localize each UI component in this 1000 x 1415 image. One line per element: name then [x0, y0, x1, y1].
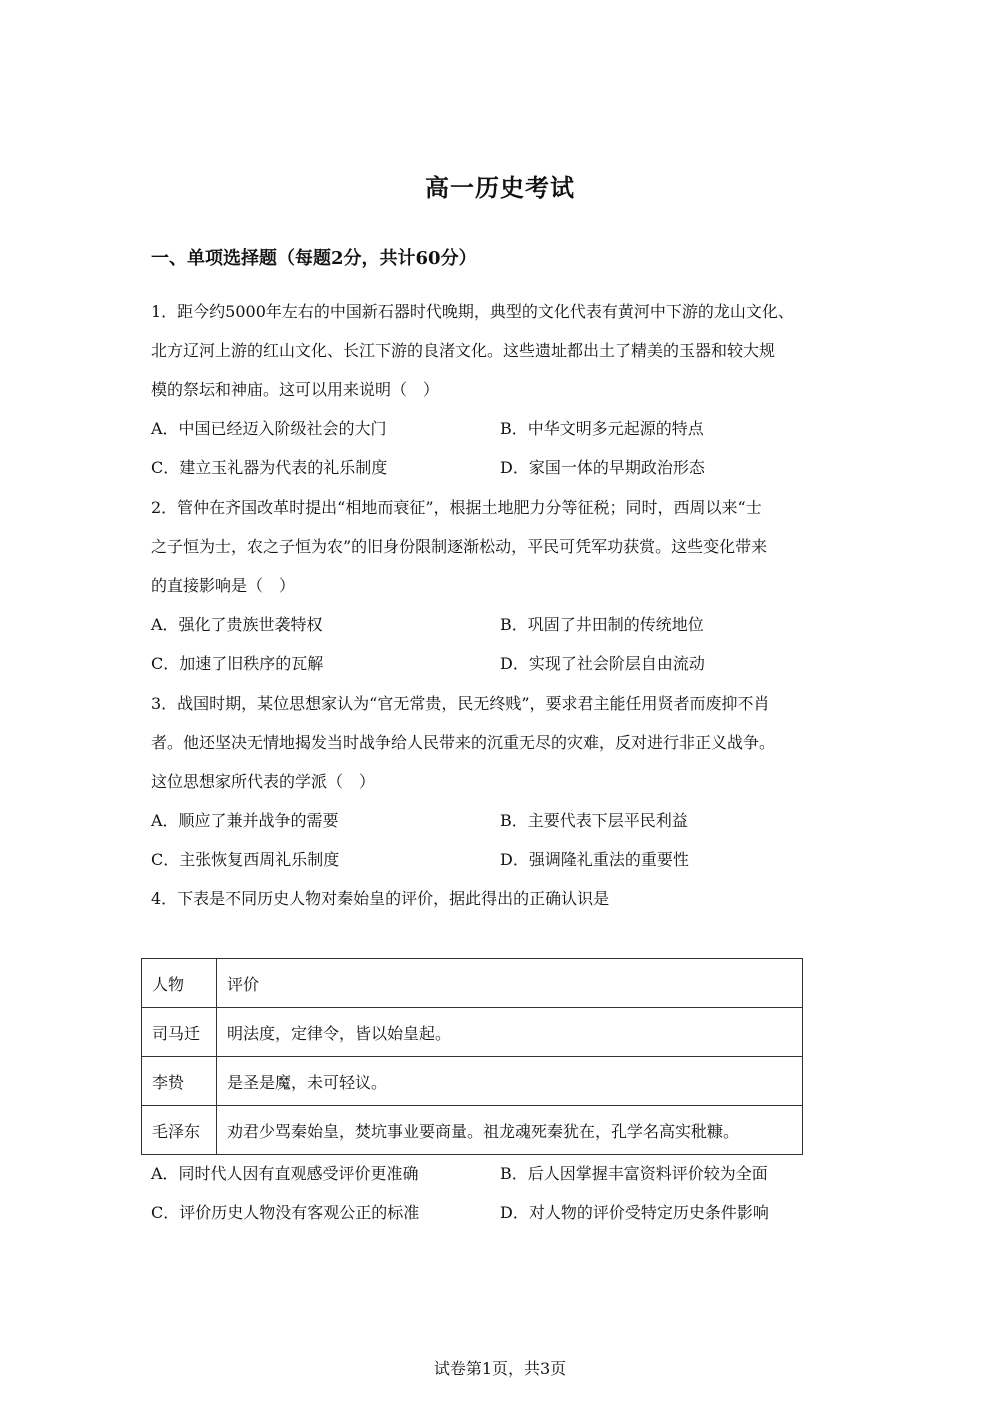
- question-4-option-a: A．同时代人因有直观感受评价更准确: [151, 1164, 419, 1183]
- table-cell-person: 李贽: [142, 1057, 217, 1106]
- question-3-option-c: C．主张恢复西周礼乐制度: [151, 850, 340, 869]
- question-4-line-1: 4．下表是不同历史人物对秦始皇的评价，据此得出的正确认识是: [151, 889, 610, 908]
- question-3-option-a: A．顺应了兼并战争的需要: [151, 811, 339, 830]
- question-2-line-3: 的直接影响是（ ）: [151, 576, 296, 595]
- question-2-option-c: C．加速了旧秩序的瓦解: [151, 654, 324, 673]
- question-4-option-b: B．后人因掌握丰富资料评价较为全面: [500, 1164, 768, 1183]
- table-cell-evaluation: 劝君少骂秦始皇，焚坑事业要商量。祖龙魂死秦犹在，孔学名高实秕糠。: [217, 1106, 803, 1155]
- table-cell-evaluation: 是圣是魔，未可轻议。: [217, 1057, 803, 1106]
- table-header-person: 人物: [142, 959, 217, 1008]
- question-1-line-1: 1．距今约5000年左右的中国新石器时代晚期，典型的文化代表有黄河中下游的龙山文化、: [151, 302, 794, 321]
- table-cell-person: 司马迁: [142, 1008, 217, 1057]
- evaluation-table: [141, 958, 803, 1155]
- question-2-line-2: 之子恒为士，农之子恒为农”的旧身份限制逐渐松动，平民可凭军功获赏。这些变化带来: [151, 537, 768, 556]
- question-1-line-2: 北方辽河上游的红山文化、长江下游的良渚文化。这些遗址都出土了精美的玉器和较大规: [151, 341, 776, 360]
- question-1-line-3: 模的祭坛和神庙。这可以用来说明（ ）: [151, 380, 440, 399]
- page-title: 高一历史考试: [425, 173, 575, 202]
- question-3-line-2: 者。他还坚决无情地揭发当时战争给人民带来的沉重无尽的灾难，反对进行非正义战争。: [151, 733, 776, 752]
- table-row: [142, 1106, 803, 1155]
- page-footer: 试卷第1页，共3页: [433, 1359, 567, 1378]
- question-4-option-c: C．评价历史人物没有客观公正的标准: [151, 1203, 420, 1222]
- question-2-option-d: D．实现了社会阶层自由流动: [500, 654, 705, 673]
- question-1-option-a: A．中国已经迈入阶级社会的大门: [151, 419, 387, 438]
- table-cell-evaluation: 明法度，定律令，皆以始皇起。: [217, 1008, 803, 1057]
- table-row: [142, 1008, 803, 1057]
- question-1-option-c: C．建立玉礼器为代表的礼乐制度: [151, 458, 388, 477]
- question-3-option-b: B．主要代表下层平民利益: [500, 811, 688, 830]
- table-header-row: [142, 959, 803, 1008]
- section-heading: 一、单项选择题（每题2分，共计60分）: [151, 248, 477, 269]
- table-cell-person: 毛泽东: [142, 1106, 217, 1155]
- question-3-line-3: 这位思想家所代表的学派（ ）: [151, 772, 376, 791]
- table-header-evaluation: 评价: [217, 959, 803, 1008]
- question-4-option-d: D．对人物的评价受特定历史条件影响: [500, 1203, 769, 1222]
- question-3-option-d: D．强调隆礼重法的重要性: [500, 850, 689, 869]
- question-3-line-1: 3．战国时期，某位思想家认为“官无常贵，民无终贱”，要求君主能任用贤者而废抑不肖: [151, 694, 770, 713]
- question-1-option-b: B．中华文明多元起源的特点: [500, 419, 704, 438]
- question-2-line-1: 2．管仲在齐国改革时提出“相地而衰征”，根据土地肥力分等征税；同时，西周以来“士: [151, 498, 762, 517]
- question-2-option-a: A．强化了贵族世袭特权: [151, 615, 323, 634]
- question-1-option-d: D．家国一体的早期政治形态: [500, 458, 705, 477]
- question-2-option-b: B．巩固了井田制的传统地位: [500, 615, 704, 634]
- table-row: [142, 1057, 803, 1106]
